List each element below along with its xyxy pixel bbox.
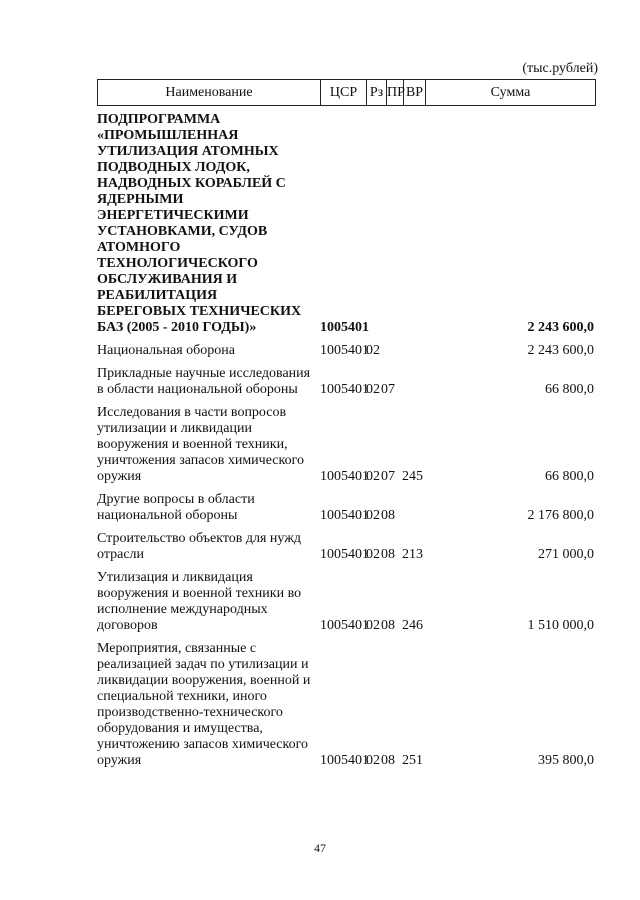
- table-row: [97, 531, 596, 563]
- row-name: Утилизация и ликвидация вооружения и военной техники во исполнение международных договоров: [97, 570, 302, 633]
- table-row: [97, 366, 596, 398]
- row-csr: 1005401: [320, 547, 369, 562]
- row-sum: 66 800,0: [545, 382, 594, 397]
- row-csr: 1005401: [320, 508, 369, 523]
- row-codes: [320, 753, 432, 769]
- row-codes: [320, 547, 432, 563]
- row-codes: [320, 508, 432, 524]
- row-csr: 1005401: [320, 618, 369, 633]
- row-rz: 02: [366, 753, 380, 768]
- row-csr: 1005401: [320, 343, 369, 358]
- header-pr: ПР: [387, 80, 404, 105]
- table-body: [97, 112, 596, 776]
- row-csr: 1005401: [320, 469, 369, 484]
- row-pr: 07: [381, 469, 395, 484]
- table-row: [97, 112, 596, 336]
- units-note: (тыс.рублей): [522, 61, 598, 76]
- row-pr: 08: [381, 547, 395, 562]
- row-sum: 2 176 800,0: [527, 508, 594, 523]
- row-codes: [320, 382, 432, 398]
- row-rz: 02: [366, 618, 380, 633]
- row-name: Строительство объектов для нужд отрасли: [97, 531, 302, 562]
- row-vr: 246: [402, 618, 423, 633]
- row-sum: 66 800,0: [545, 469, 594, 484]
- row-pr: 08: [381, 508, 395, 523]
- row-csr: 1005401: [320, 320, 369, 335]
- row-vr: 245: [402, 469, 423, 484]
- header-rz: Рз: [367, 80, 387, 105]
- row-codes: [320, 320, 432, 336]
- row-name: Прикладные научные исследования в области национальной обороны: [97, 366, 311, 397]
- row-rz: 02: [366, 508, 380, 523]
- row-pr: 07: [381, 382, 395, 397]
- row-sum: 2 243 600,0: [527, 343, 594, 358]
- table-row: [97, 492, 596, 524]
- row-name: Исследования в части вопросов утилизации и ликвидации вооружения и военной техники, уничтожения запасов химического оружия: [97, 405, 304, 484]
- row-rz: 02: [366, 382, 380, 397]
- header-name: Наименование: [98, 80, 321, 105]
- table-row: [97, 570, 596, 634]
- row-rz: 02: [366, 343, 380, 358]
- row-rz: 02: [366, 547, 380, 562]
- table-row: [97, 405, 596, 485]
- row-name: Другие вопросы в области национальной обороны: [97, 492, 255, 523]
- row-codes: [320, 469, 432, 485]
- row-pr: 08: [381, 753, 395, 768]
- row-sum: 395 800,0: [538, 753, 594, 768]
- row-sum: 2 243 600,0: [527, 320, 594, 335]
- row-sum: 271 000,0: [538, 547, 594, 562]
- table-row: [97, 343, 596, 359]
- row-name: Национальная оборона: [97, 343, 235, 358]
- row-codes: [320, 343, 432, 359]
- row-name: Мероприятия, связанные с реализацией задач по утилизации и ликвидации вооружения, военной и специальной техники, иного производственно-технического оборудования и имущества, уничтожению запасов химического оружия: [97, 641, 311, 768]
- row-pr: 08: [381, 618, 395, 633]
- header-csr: ЦСР: [321, 80, 367, 105]
- row-name: ПОДПРОГРАММА «ПРОМЫШЛЕННАЯ УТИЛИЗАЦИЯ АТОМНЫХ ПОДВОДНЫХ ЛОДОК, НАДВОДНЫХ КОРАБЛЕЙ С ЯДЕРНЫМИ ЭНЕРГЕТИЧЕСКИМИ УСТАНОВКАМИ, СУДОВ АТОМНОГО ТЕХНОЛОГИЧЕСКОГО ОБСЛУЖИВАНИЯ И РЕАБИЛИТАЦИЯ БЕРЕГОВЫХ ТЕХНИЧЕСКИХ БАЗ (2005 - 2010 ГОДЫ)»: [97, 112, 302, 335]
- header-sum: Сумма: [490, 85, 531, 100]
- page-number: 47: [314, 841, 326, 855]
- table-row: [97, 641, 596, 769]
- table-header: [97, 79, 596, 106]
- row-csr: 1005401: [320, 382, 369, 397]
- row-vr: 251: [402, 753, 423, 768]
- row-rz: 02: [366, 469, 380, 484]
- row-sum: 1 510 000,0: [527, 618, 594, 633]
- row-vr: 213: [402, 547, 423, 562]
- row-csr: 1005401: [320, 753, 369, 768]
- row-codes: [320, 618, 432, 634]
- header-vr: ВР: [404, 80, 426, 105]
